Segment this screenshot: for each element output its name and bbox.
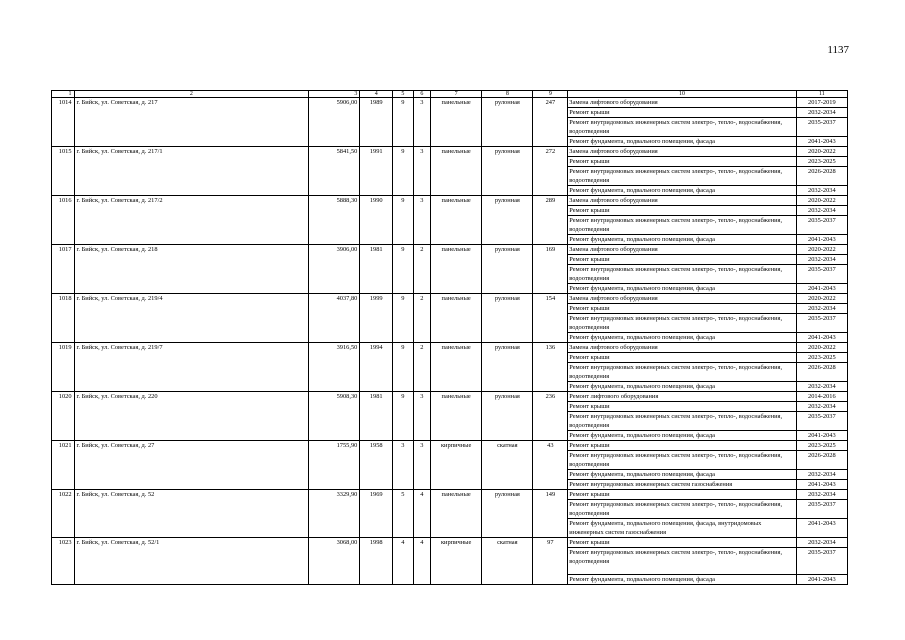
house-year: 1989 xyxy=(360,98,393,147)
repair-period: 2041-2043 xyxy=(796,235,847,245)
house-residents: 154 xyxy=(533,294,568,343)
repair-work: Ремонт лифтового оборудования xyxy=(568,392,796,402)
repair-work: Ремонт крыши xyxy=(568,441,796,451)
repair-work: Ремонт крыши xyxy=(568,490,796,500)
house-entrances: 2 xyxy=(413,343,430,392)
repair-work: Ремонт фундамента, подвального помещения, фасада, внутридомовых инженерных систем газоснабжения xyxy=(568,519,796,538)
house-year: 1990 xyxy=(360,196,393,245)
house-roof: скатная xyxy=(482,538,533,585)
repair-period: 2032-2034 xyxy=(796,470,847,480)
house-address: г. Бийск, ул. Советская, д. 52 xyxy=(74,490,309,538)
house-address: г. Бийск, ул. Советская, д. 219/7 xyxy=(74,343,309,392)
house-residents: 169 xyxy=(533,245,568,294)
house-walls: кирпичные xyxy=(431,441,482,490)
house-walls: панельные xyxy=(431,490,482,538)
repair-period: 2032-2034 xyxy=(796,255,847,265)
table-row xyxy=(52,441,848,451)
repair-work: Ремонт внутридомовых инженерных систем электро-, тепло-, водоснабжения, водоотведения xyxy=(568,363,796,382)
column-number-row xyxy=(52,91,848,98)
repair-work: Ремонт крыши xyxy=(568,538,796,548)
repair-work: Ремонт фундамента, подвального помещения, фасада xyxy=(568,186,796,196)
repair-period: 2035-2037 xyxy=(796,412,847,431)
house-floors: 4 xyxy=(393,538,413,585)
column-header: 10 xyxy=(568,91,796,98)
house-entrances: 2 xyxy=(413,245,430,294)
table-body xyxy=(52,98,848,585)
table-row xyxy=(52,147,848,157)
repair-period: 2023-2025 xyxy=(796,441,847,451)
house-number: 1022 xyxy=(52,490,75,538)
repair-work: Ремонт внутридомовых инженерных систем электро-, тепло-, водоснабжения, водоотведения xyxy=(568,167,796,186)
repair-period: 2035-2037 xyxy=(796,265,847,284)
repair-work: Замена лифтового оборудования xyxy=(568,294,796,304)
house-entrances: 3 xyxy=(413,98,430,147)
repair-work: Ремонт внутридомовых инженерных систем электро-, тепло-, водоснабжения, водоотведения xyxy=(568,451,796,470)
house-number: 1016 xyxy=(52,196,75,245)
repair-period: 2041-2043 xyxy=(796,431,847,441)
column-header: 11 xyxy=(796,91,847,98)
page-number: 1137 xyxy=(827,44,849,56)
house-floors: 9 xyxy=(393,196,413,245)
column-header: 5 xyxy=(393,91,413,98)
house-area: 4037,80 xyxy=(309,294,360,343)
column-header: 4 xyxy=(360,91,393,98)
house-residents: 149 xyxy=(533,490,568,538)
house-walls: панельные xyxy=(431,147,482,196)
repair-work: Ремонт внутридомовых инженерных систем электро-, тепло-, водоснабжения, водоотведения xyxy=(568,118,796,137)
repair-work: Ремонт крыши xyxy=(568,255,796,265)
house-walls: панельные xyxy=(431,343,482,392)
repair-work: Ремонт внутридомовых инженерных систем электро-, тепло-, водоснабжения, водоотведения xyxy=(568,314,796,333)
repair-period: 2035-2037 xyxy=(796,118,847,137)
house-number: 1021 xyxy=(52,441,75,490)
repair-work: Ремонт крыши xyxy=(568,304,796,314)
house-entrances: 4 xyxy=(413,490,430,538)
repair-period: 2041-2043 xyxy=(796,575,847,585)
repair-work: Замена лифтового оборудования xyxy=(568,98,796,108)
repair-work: Ремонт крыши xyxy=(568,108,796,118)
repair-work: Ремонт внутридомовых инженерных систем электро-, тепло-, водоснабжения, водоотведения xyxy=(568,216,796,235)
repair-work: Ремонт крыши xyxy=(568,402,796,412)
repair-period: 2041-2043 xyxy=(796,519,847,538)
repair-period: 2035-2037 xyxy=(796,548,847,575)
repair-work: Ремонт крыши xyxy=(568,353,796,363)
house-entrances: 4 xyxy=(413,538,430,585)
house-roof: рулонная xyxy=(482,392,533,441)
house-floors: 9 xyxy=(393,147,413,196)
repair-period: 2032-2034 xyxy=(796,490,847,500)
house-floors: 5 xyxy=(393,490,413,538)
repair-period: 2035-2037 xyxy=(796,216,847,235)
repair-period: 2020-2022 xyxy=(796,343,847,353)
repair-period: 2026-2028 xyxy=(796,451,847,470)
house-area: 3329,90 xyxy=(309,490,360,538)
repair-period: 2020-2022 xyxy=(796,196,847,206)
table-row xyxy=(52,490,848,500)
house-floors: 9 xyxy=(393,245,413,294)
house-entrances: 3 xyxy=(413,441,430,490)
house-residents: 289 xyxy=(533,196,568,245)
repair-period: 2020-2022 xyxy=(796,147,847,157)
house-roof: рулонная xyxy=(482,490,533,538)
column-header: 9 xyxy=(533,91,568,98)
repair-work: Замена лифтового оборудования xyxy=(568,147,796,157)
house-number: 1017 xyxy=(52,245,75,294)
house-address: г. Бийск, ул. Советская, д. 27 xyxy=(74,441,309,490)
repair-period: 2041-2043 xyxy=(796,480,847,490)
repair-work: Ремонт внутридомовых инженерных систем электро-, тепло-, водоснабжения, водоотведения xyxy=(568,548,796,575)
house-residents: 136 xyxy=(533,343,568,392)
house-area: 5908,30 xyxy=(309,392,360,441)
house-year: 1958 xyxy=(360,441,393,490)
repair-work: Ремонт фундамента, подвального помещения, фасада xyxy=(568,575,796,585)
column-header: 8 xyxy=(482,91,533,98)
house-entrances: 3 xyxy=(413,196,430,245)
house-area: 5906,00 xyxy=(309,98,360,147)
house-residents: 272 xyxy=(533,147,568,196)
house-area: 5888,30 xyxy=(309,196,360,245)
house-address: г. Бийск, ул. Советская, д. 52/1 xyxy=(74,538,309,585)
house-residents: 43 xyxy=(533,441,568,490)
repair-work: Замена лифтового оборудования xyxy=(568,196,796,206)
table-row xyxy=(52,392,848,402)
repair-work: Ремонт фундамента, подвального помещения, фасада xyxy=(568,235,796,245)
house-roof: рулонная xyxy=(482,294,533,343)
house-entrances: 3 xyxy=(413,147,430,196)
column-header: 1 xyxy=(52,91,75,98)
repair-work: Ремонт крыши xyxy=(568,206,796,216)
house-walls: панельные xyxy=(431,294,482,343)
house-year: 1981 xyxy=(360,245,393,294)
house-number: 1018 xyxy=(52,294,75,343)
repair-period: 2032-2034 xyxy=(796,402,847,412)
house-address: г. Бийск, ул. Советская, д. 217 xyxy=(74,98,309,147)
house-roof: рулонная xyxy=(482,343,533,392)
repair-work: Замена лифтового оборудования xyxy=(568,343,796,353)
repair-period: 2041-2043 xyxy=(796,284,847,294)
repair-work: Ремонт фундамента, подвального помещения, фасада xyxy=(568,333,796,343)
repair-work: Замена лифтового оборудования xyxy=(568,245,796,255)
table-row xyxy=(52,98,848,108)
house-floors: 9 xyxy=(393,98,413,147)
house-year: 1991 xyxy=(360,147,393,196)
repair-work: Ремонт внутридомовых инженерных систем газоснабжения xyxy=(568,480,796,490)
table-row xyxy=(52,245,848,255)
house-walls: панельные xyxy=(431,98,482,147)
house-area: 3068,00 xyxy=(309,538,360,585)
house-address: г. Бийск, ул. Советская, д. 219/4 xyxy=(74,294,309,343)
house-address: г. Бийск, ул. Советская, д. 218 xyxy=(74,245,309,294)
repair-period: 2026-2028 xyxy=(796,363,847,382)
house-year: 1969 xyxy=(360,490,393,538)
house-roof: рулонная xyxy=(482,196,533,245)
repair-period: 2032-2034 xyxy=(796,382,847,392)
table-row xyxy=(52,538,848,548)
house-number: 1015 xyxy=(52,147,75,196)
repair-period: 2020-2022 xyxy=(796,294,847,304)
repair-period: 2035-2037 xyxy=(796,500,847,519)
repair-period: 2032-2034 xyxy=(796,206,847,216)
table-row xyxy=(52,343,848,353)
house-year: 1994 xyxy=(360,343,393,392)
repair-period: 2041-2043 xyxy=(796,333,847,343)
repair-work: Ремонт фундамента, подвального помещения, фасада xyxy=(568,137,796,147)
house-roof: рулонная xyxy=(482,245,533,294)
repair-period: 2032-2034 xyxy=(796,538,847,548)
column-header: 6 xyxy=(413,91,430,98)
repair-period: 2020-2022 xyxy=(796,245,847,255)
repair-work: Ремонт фундамента, подвального помещения, фасада xyxy=(568,382,796,392)
repair-work: Ремонт фундамента, подвального помещения, фасада xyxy=(568,284,796,294)
house-year: 1999 xyxy=(360,294,393,343)
table-row xyxy=(52,294,848,304)
repair-period: 2017-2019 xyxy=(796,98,847,108)
house-area: 3916,50 xyxy=(309,343,360,392)
house-entrances: 2 xyxy=(413,294,430,343)
house-floors: 3 xyxy=(393,441,413,490)
repair-period: 2023-2025 xyxy=(796,157,847,167)
repair-period: 2014-2016 xyxy=(796,392,847,402)
house-walls: панельные xyxy=(431,245,482,294)
house-address: г. Бийск, ул. Советская, д. 220 xyxy=(74,392,309,441)
house-floors: 9 xyxy=(393,392,413,441)
repair-work: Ремонт крыши xyxy=(568,157,796,167)
repair-work: Ремонт фундамента, подвального помещения, фасада xyxy=(568,431,796,441)
house-entrances: 3 xyxy=(413,392,430,441)
column-header: 2 xyxy=(74,91,309,98)
house-residents: 247 xyxy=(533,98,568,147)
repair-period: 2023-2025 xyxy=(796,353,847,363)
repair-period: 2026-2028 xyxy=(796,167,847,186)
house-number: 1019 xyxy=(52,343,75,392)
column-header: 3 xyxy=(309,91,360,98)
house-address: г. Бийск, ул. Советская, д. 217/2 xyxy=(74,196,309,245)
house-roof: скатная xyxy=(482,441,533,490)
house-number: 1023 xyxy=(52,538,75,585)
repair-work: Ремонт фундамента, подвального помещения, фасада xyxy=(568,470,796,480)
repair-period: 2032-2034 xyxy=(796,108,847,118)
repair-work: Ремонт внутридомовых инженерных систем электро-, тепло-, водоснабжения, водоотведения xyxy=(568,412,796,431)
house-roof: рулонная xyxy=(482,98,533,147)
house-number: 1020 xyxy=(52,392,75,441)
house-floors: 9 xyxy=(393,343,413,392)
house-residents: 236 xyxy=(533,392,568,441)
house-roof: рулонная xyxy=(482,147,533,196)
house-year: 1998 xyxy=(360,538,393,585)
house-address: г. Бийск, ул. Советская, д. 217/1 xyxy=(74,147,309,196)
repair-period: 2032-2034 xyxy=(796,304,847,314)
house-year: 1981 xyxy=(360,392,393,441)
house-walls: панельные xyxy=(431,196,482,245)
repair-work: Ремонт внутридомовых инженерных систем электро-, тепло-, водоснабжения, водоотведения xyxy=(568,265,796,284)
house-residents: 97 xyxy=(533,538,568,585)
repair-work: Ремонт внутридомовых инженерных систем электро-, тепло-, водоснабжения, водоотведения xyxy=(568,500,796,519)
house-area: 1755,90 xyxy=(309,441,360,490)
capital-repair-table xyxy=(51,90,848,585)
column-header: 7 xyxy=(431,91,482,98)
house-number: 1014 xyxy=(52,98,75,147)
house-area: 3906,00 xyxy=(309,245,360,294)
table-row xyxy=(52,196,848,206)
house-area: 5841,50 xyxy=(309,147,360,196)
repair-period: 2035-2037 xyxy=(796,314,847,333)
house-walls: кирпичные xyxy=(431,538,482,585)
repair-period: 2032-2034 xyxy=(796,186,847,196)
repair-period: 2041-2043 xyxy=(796,137,847,147)
house-floors: 9 xyxy=(393,294,413,343)
house-walls: панельные xyxy=(431,392,482,441)
